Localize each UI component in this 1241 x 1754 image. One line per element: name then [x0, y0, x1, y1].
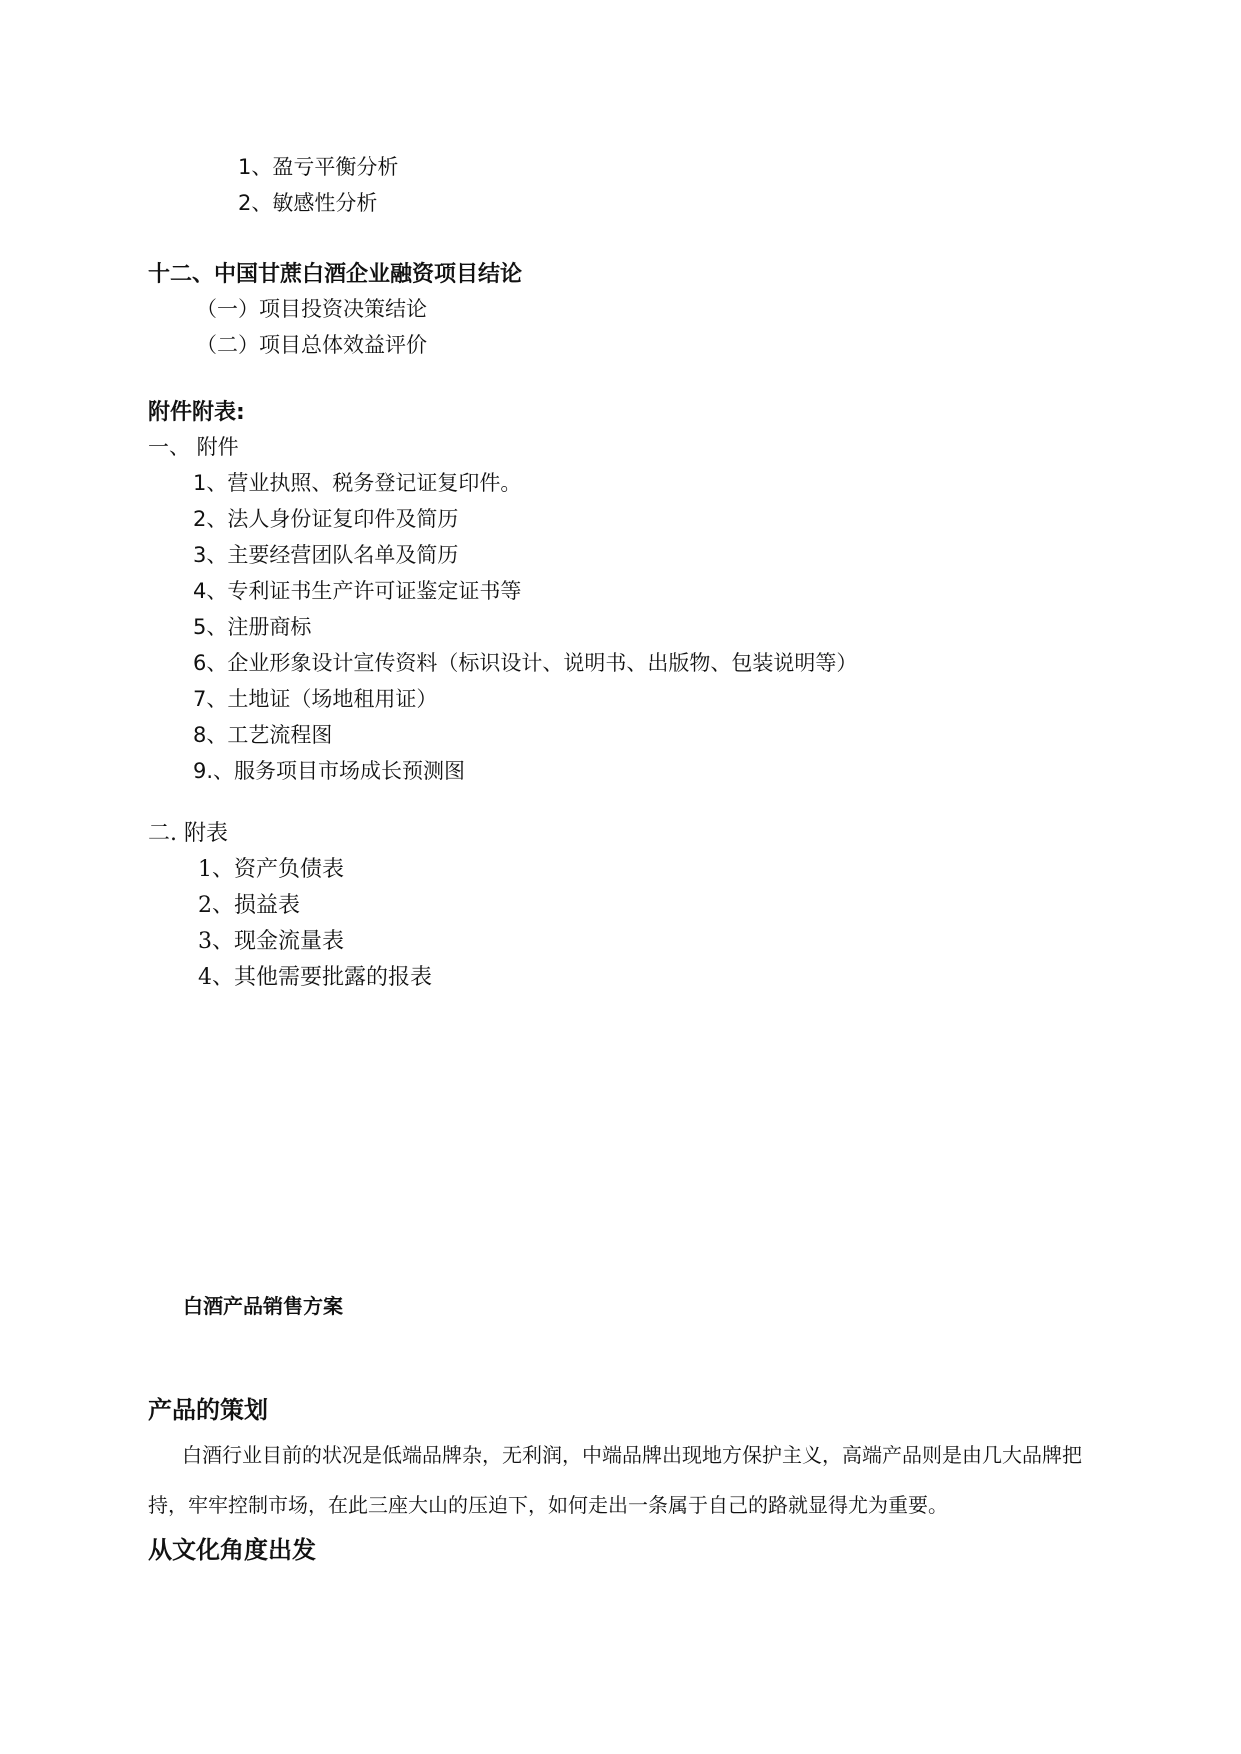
attachment-item: 6、企业形象设计宣传资料（标识设计、说明书、出版物、包装说明等）	[193, 651, 858, 675]
analysis-item: 1、盈亏平衡分析	[238, 155, 399, 179]
attachment-item: 9.、服务项目市场成长预测图	[193, 759, 466, 783]
attachment-item: 8、工艺流程图	[193, 723, 333, 747]
table-item: 2、损益表	[198, 893, 300, 918]
section-12-heading: 十二、中国甘蔗白酒企业融资项目结论	[148, 262, 523, 287]
product-planning-paragraph: 白酒行业目前的状况是低端品牌杂，无利润，中端品牌出现地方保护主义，高端产品则是由几大品牌把持，牢牢控制市场，在此三座大山的压迫下，如何走出一条属于自己的路就显得尤为重要。	[148, 1443, 1082, 1517]
product-planning-heading: 产品的策划	[148, 1396, 268, 1424]
table-item: 1、资产负债表	[198, 857, 344, 882]
section-12-item: （一）项目投资决策结论	[196, 297, 427, 321]
attachment-item: 1、营业执照、税务登记证复印件。	[193, 471, 522, 495]
table-item: 3、现金流量表	[198, 929, 344, 954]
appendix-heading: 附件附表:	[148, 400, 245, 425]
table-item: 4、其他需要批露的报表	[198, 965, 432, 990]
attachment-item: 5、注册商标	[193, 615, 312, 639]
analysis-item: 2、敏感性分析	[238, 191, 378, 215]
attachment-item: 7、土地证（场地租用证）	[193, 687, 438, 711]
tables-label: 二. 附表	[148, 821, 228, 846]
culture-heading: 从文化角度出发	[148, 1536, 316, 1564]
sales-plan-title: 白酒产品销售方案	[183, 1294, 343, 1318]
section-12-item: （二）项目总体效益评价	[196, 333, 427, 357]
attachments-label: 一、 附件	[148, 435, 239, 459]
attachment-item: 4、专利证书生产许可证鉴定证书等	[193, 579, 522, 603]
attachment-item: 3、主要经营团队名单及简历	[193, 543, 459, 567]
attachment-item: 2、法人身份证复印件及简历	[193, 507, 459, 531]
